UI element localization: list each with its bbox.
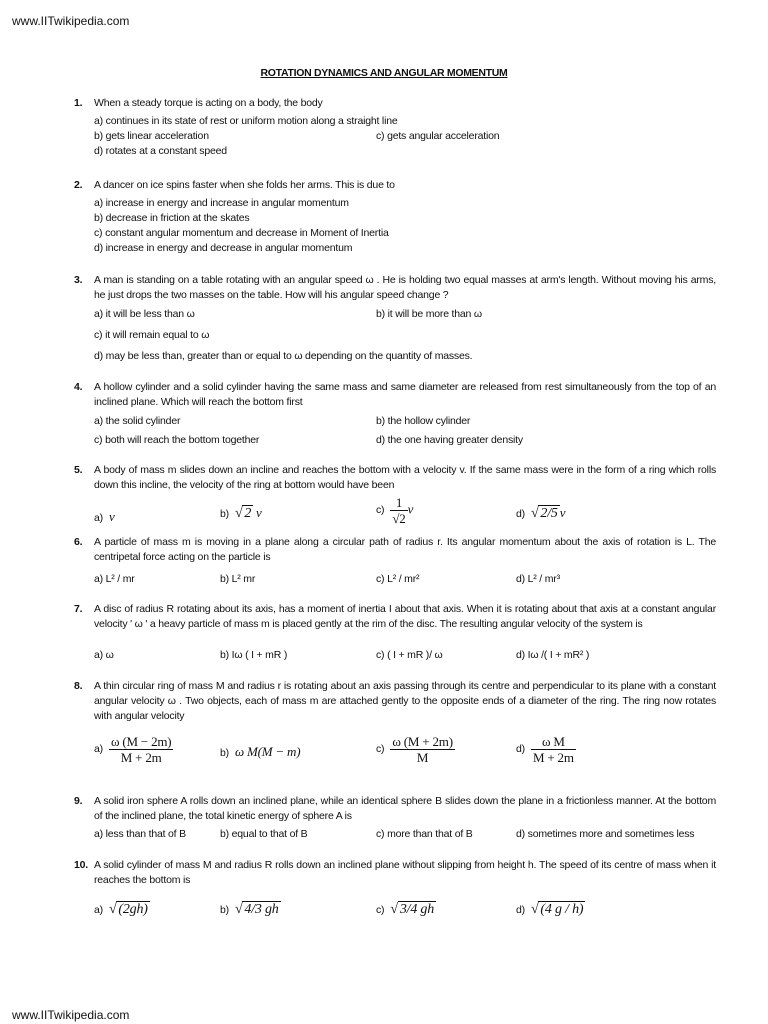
question-text: A hollow cylinder and a solid cylinder having the same mass and same diameter are released from rest simultaneously from the top of an inclined plane. Which will reach the bottom first (94, 381, 716, 408)
question-number: 9. (74, 795, 83, 807)
question-text: A solid iron sphere A rolls down an inclined plane, while an identical sphere B slides down the plane in a frictionless manner. At the bottom of the inclined plane, the total kinetic energy of sphere A is (94, 795, 716, 822)
question-text: A man is standing on a table rotating with an angular speed ω . He is holding two equal masses at arm's length. Without moving his arms, he just drops the two masses on the table. How will his angular speed change ? (94, 274, 716, 301)
question-number: 3. (74, 274, 83, 286)
option-d: d) L² / mr³ (516, 573, 560, 585)
option-a: a) continues in its state of rest or uniform motion along a straight line (94, 115, 398, 127)
option-a: a) less than that of B (94, 828, 186, 840)
option-d: d) sometimes more and sometimes less (516, 828, 695, 840)
question-number: 8. (74, 680, 83, 692)
question-4 (74, 380, 716, 448)
option-b: b) ω M(M − m) (220, 744, 301, 759)
option-b: b) the hollow cylinder (376, 415, 471, 427)
question-3 (74, 273, 716, 364)
option-d: d) √ 2/5 v (516, 505, 566, 521)
question-number: 5. (74, 464, 83, 476)
option-d: d) increase in energy and decrease in angular momentum (94, 242, 353, 254)
question-1 (74, 96, 716, 159)
question-7 (74, 602, 716, 663)
option-c: c) ( I + mR )/ ω (376, 649, 443, 661)
page-title: ROTATION DYNAMICS AND ANGULAR MOMENTUM (260, 67, 508, 79)
option-a: a) v (94, 509, 115, 524)
option-d: d) $\frac{\text{ω M}}{M + 2m}$ (516, 734, 574, 765)
question-number: 6. (74, 536, 83, 548)
option-a: a) ω (94, 649, 114, 661)
option-c: c) gets angular acceleration (376, 130, 500, 142)
question-2 (74, 178, 716, 256)
question-5 (74, 463, 716, 535)
option-b: b) Iω ( I + mR ) (220, 649, 288, 661)
option-c: c) more than that of B (376, 828, 473, 840)
option-a: a) the solid cylinder (94, 415, 181, 427)
question-number: 7. (74, 603, 83, 615)
site-url-bottom: www.IITwikipedia.com (12, 1008, 130, 1022)
option-a: a) √ (2gh) (94, 902, 148, 917)
option-a: a) $\frac{\omega (M - 2m)}{M + 2m}$ (94, 734, 172, 765)
site-url-top: www.IITwikipedia.com (12, 14, 130, 28)
option-d: d) rotates at a constant speed (94, 145, 227, 157)
question-text: A disc of radius R rotating about its axis, has a moment of inertia I about that axis. When it is rotating about that axis at a constant angular velocity ' ω ' a heavy particle of mass m is placed gently at the rim of the disc. The resulting angular velocity of the system is (94, 603, 716, 630)
question-text: A dancer on ice spins faster when she folds her arms. This is due to (94, 179, 395, 191)
option-b: b) decrease in friction at the skates (94, 212, 250, 224)
question-6 (74, 535, 716, 587)
option-c: c) L² / mr² (376, 573, 420, 585)
option-c: c) $\frac{1}{√2}$ v (376, 495, 414, 526)
option-c: c) √ 3/4 gh (376, 902, 435, 917)
option-d: d) Iω /( I + mR² ) (516, 649, 590, 661)
option-a: a) increase in energy and increase in angular momentum (94, 197, 349, 209)
option-b: b) it will be more than ω (376, 308, 482, 320)
option-a: a) L² / mr (94, 573, 135, 585)
option-d: d) may be less than, greater than or equal to ω depending on the quantity of masses. (94, 350, 473, 362)
question-9 (74, 794, 716, 842)
question-number: 1. (74, 97, 83, 109)
question-text: When a steady torque is acting on a body, the body (94, 97, 323, 109)
option-c: c) $\frac{\omega (M + 2m)}{M}$ (376, 734, 453, 765)
question-text: A thin circular ring of mass M and radius r is rotating about an axis passing through its centre and perpendicular to its plane with a constant angular velocity ω . Two objects, each of mass m are attached gently to the opposite ends of a diameter of the ring. The ring now rotates with angular velocity (94, 680, 716, 722)
question-text: A particle of mass m is moving in a plane along a circular path of radius r. Its angular momentum about the axis of rotation is L. The centripetal force acting on the particle is (94, 536, 716, 563)
option-b: b) √ 4/3 gh (220, 902, 279, 917)
question-number: 10. (74, 859, 88, 871)
question-number: 2. (74, 179, 83, 191)
option-d: d) √ (4 g / h) (516, 902, 584, 917)
option-b: b) equal to that of B (220, 828, 308, 840)
option-b: b) √ 2 v (220, 505, 262, 521)
question-text: A solid cylinder of mass M and radius R rolls down an inclined plane without slipping from height h. The speed of its centre of mass when it reaches the bottom is (94, 859, 716, 886)
question-text: A body of mass m slides down an incline and reaches the bottom with a velocity v. If the same mass were in the form of a ring which rolls down this incline, the velocity of the ring at bottom would have been (94, 464, 716, 491)
option-b: b) gets linear acceleration (94, 130, 209, 142)
question-number: 4. (74, 381, 83, 393)
option-a: a) it will be less than ω (94, 308, 195, 320)
option-d: d) the one having greater density (376, 434, 523, 446)
option-c: c) constant angular momentum and decrease in Moment of Inertia (94, 227, 389, 239)
question-8 (74, 679, 716, 776)
option-c: c) it will remain equal to ω (94, 329, 210, 341)
option-b: b) L² mr (220, 573, 256, 585)
option-c: c) both will reach the bottom together (94, 434, 260, 446)
question-10 (74, 858, 716, 928)
